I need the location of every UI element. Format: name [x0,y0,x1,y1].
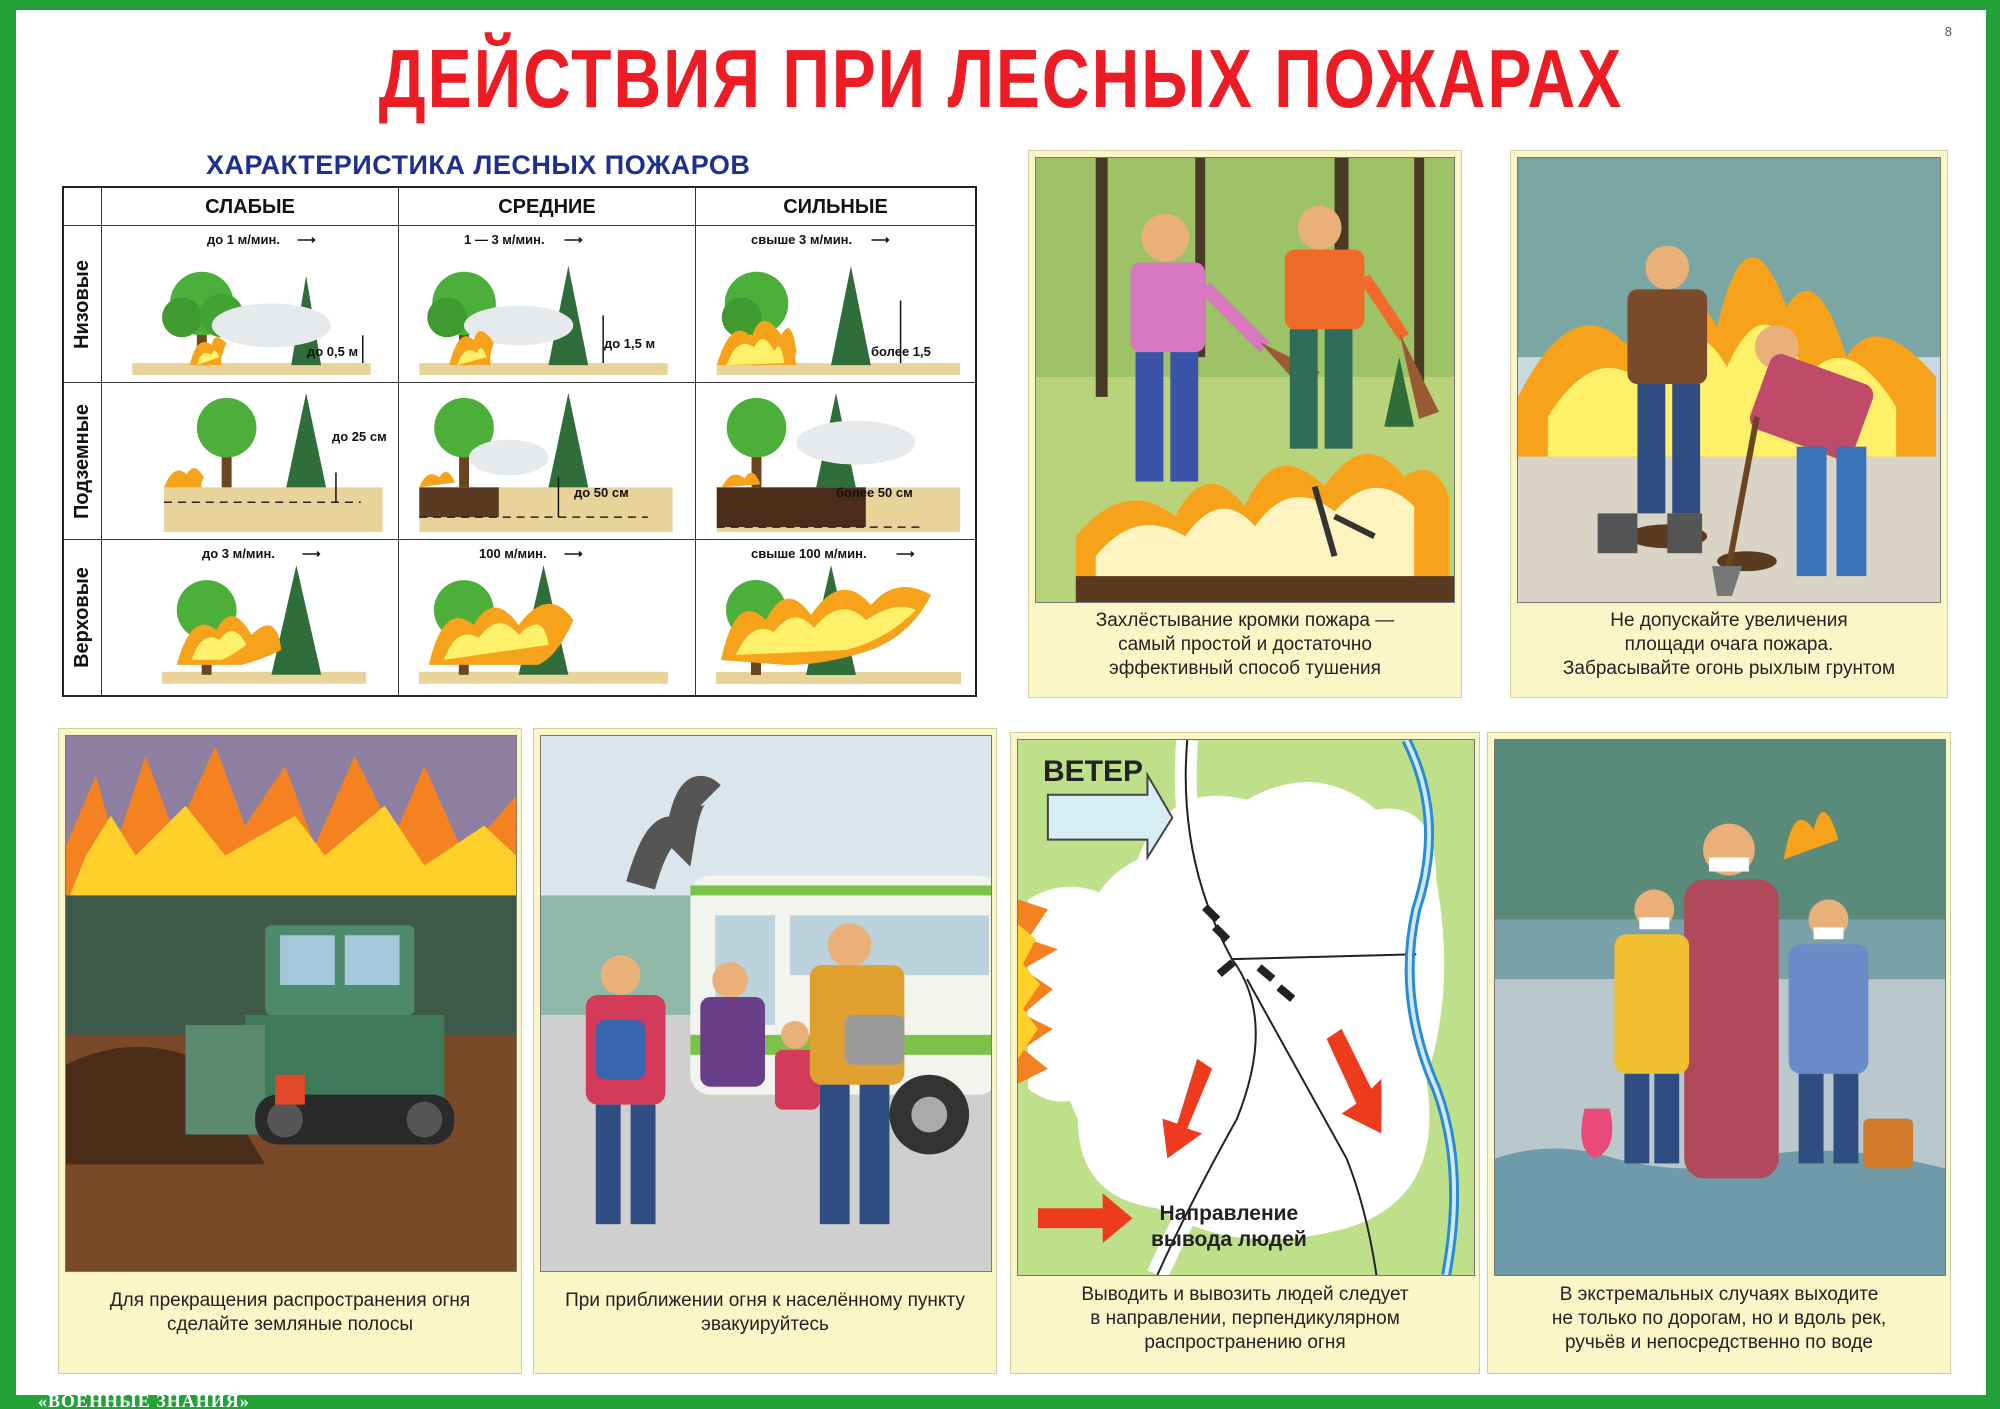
table-title: ХАРАКТЕРИСТИКА ЛЕСНЫХ ПОЖАРОВ [206,150,751,180]
height-label: более 1,5 [871,344,931,359]
speed-label: свыше 3 м/мин. [751,232,853,247]
table-cell-ground-strong [696,226,975,383]
table-cell-crown-weak [102,540,399,695]
crown-fire-weak-illustration [102,540,398,695]
panel-beating-fire [1028,150,1462,698]
panel-through-water [1487,732,1951,1374]
table-cell-underground-weak [102,383,399,540]
column-header-strong: СИЛЬНЫЕ [696,188,975,226]
table-cell-underground-strong [696,383,975,540]
speed-label: 1 — 3 м/мин. [464,232,545,247]
row-header-ground: Низовые [64,226,102,383]
table-cell-ground-medium [399,226,696,383]
wind-label: ВЕТЕР [1043,755,1144,788]
panel-earth-strips [58,728,522,1374]
ground-fire-medium-illustration [399,226,695,382]
caption-evacuation-direction: Выводить и вывозить людей следует в направлении, перпендикулярном распространению огня [1081,1284,1409,1353]
arrow-icon: ⟶ [302,546,321,561]
table-corner [64,188,102,226]
speed-label: до 3 м/мин. [202,546,275,561]
panel-evacuate [533,728,997,1374]
throw-soil-illustration [1517,157,1941,603]
arrow-icon: ⟶ [564,232,583,247]
page-title: ДЕЙСТВИЯ ПРИ ЛЕСНЫХ ПОЖАРАХ [378,31,1624,125]
speed-label: 100 м/мин. [479,546,547,561]
column-header-medium: СРЕДНИЕ [399,188,696,226]
panel-throw-soil [1510,150,1948,698]
caption-evacuate: При приближении огня к населённому пункту эвакуируйтесь [565,1290,965,1335]
speed-label: свыше 100 м/мин. [751,546,867,561]
column-header-weak: СЛАБЫЕ [102,188,399,226]
height-label: до 0,5 м [307,344,359,359]
arrow-icon: ⟶ [871,232,890,247]
depth-label: более 50 см [836,485,913,500]
page-number: 8 [1944,24,1952,39]
ground-fire-strong-illustration [696,226,975,382]
height-label: до 1,5 м [604,336,656,351]
row-header-underground: Подземные [64,383,102,540]
underground-fire-strong-illustration [696,383,975,539]
table-cell-underground-medium [399,383,696,540]
table-cell-ground-weak [102,226,399,383]
table-cell-crown-medium [399,540,696,695]
underground-fire-weak-illustration [102,383,398,539]
caption-through-water: В экстремальных случаях выходите не только по дорогам, но и вдоль рек, ручьёв и непосредственно по воде [1551,1284,1887,1353]
crown-fire-strong-illustration [696,540,975,695]
fire-characteristics-table [62,186,977,697]
caption-beating-fire: Захлёстывание кромки пожара — самый простой и достаточно эффективный способ тушения [1095,610,1395,679]
arrow-icon: ⟶ [564,546,583,561]
beating-fire-illustration [1035,157,1455,603]
publisher-brand: «ВОЕННЫЕ ЗНАНИЯ» [38,1391,250,1409]
panel-evacuation-direction [1010,732,1480,1374]
evacuation-map-diagram [1017,739,1475,1276]
bulldozer-illustration [65,735,517,1272]
speed-label: до 1 м/мин. [207,232,280,247]
caption-earth-strips: Для прекращения распространения огня сделайте земляные полосы [109,1290,471,1335]
underground-fire-medium-illustration [399,383,695,539]
crown-fire-medium-illustration [399,540,695,695]
direction-label: Направление вывода людей [1151,1202,1307,1251]
arrow-icon: ⟶ [297,232,316,247]
evacuation-bus-illustration [540,735,992,1272]
row-header-crown: Верховые [64,540,102,695]
table-cell-crown-strong [696,540,975,695]
depth-label: до 25 см [332,429,387,444]
walking-through-water-illustration [1494,739,1946,1276]
arrow-icon: ⟶ [896,546,915,561]
depth-label: до 50 см [574,485,629,500]
caption-throw-soil: Не допускайте увеличения площади очага пожара. Забрасывайте огонь рыхлым грунтом [1562,610,1896,679]
